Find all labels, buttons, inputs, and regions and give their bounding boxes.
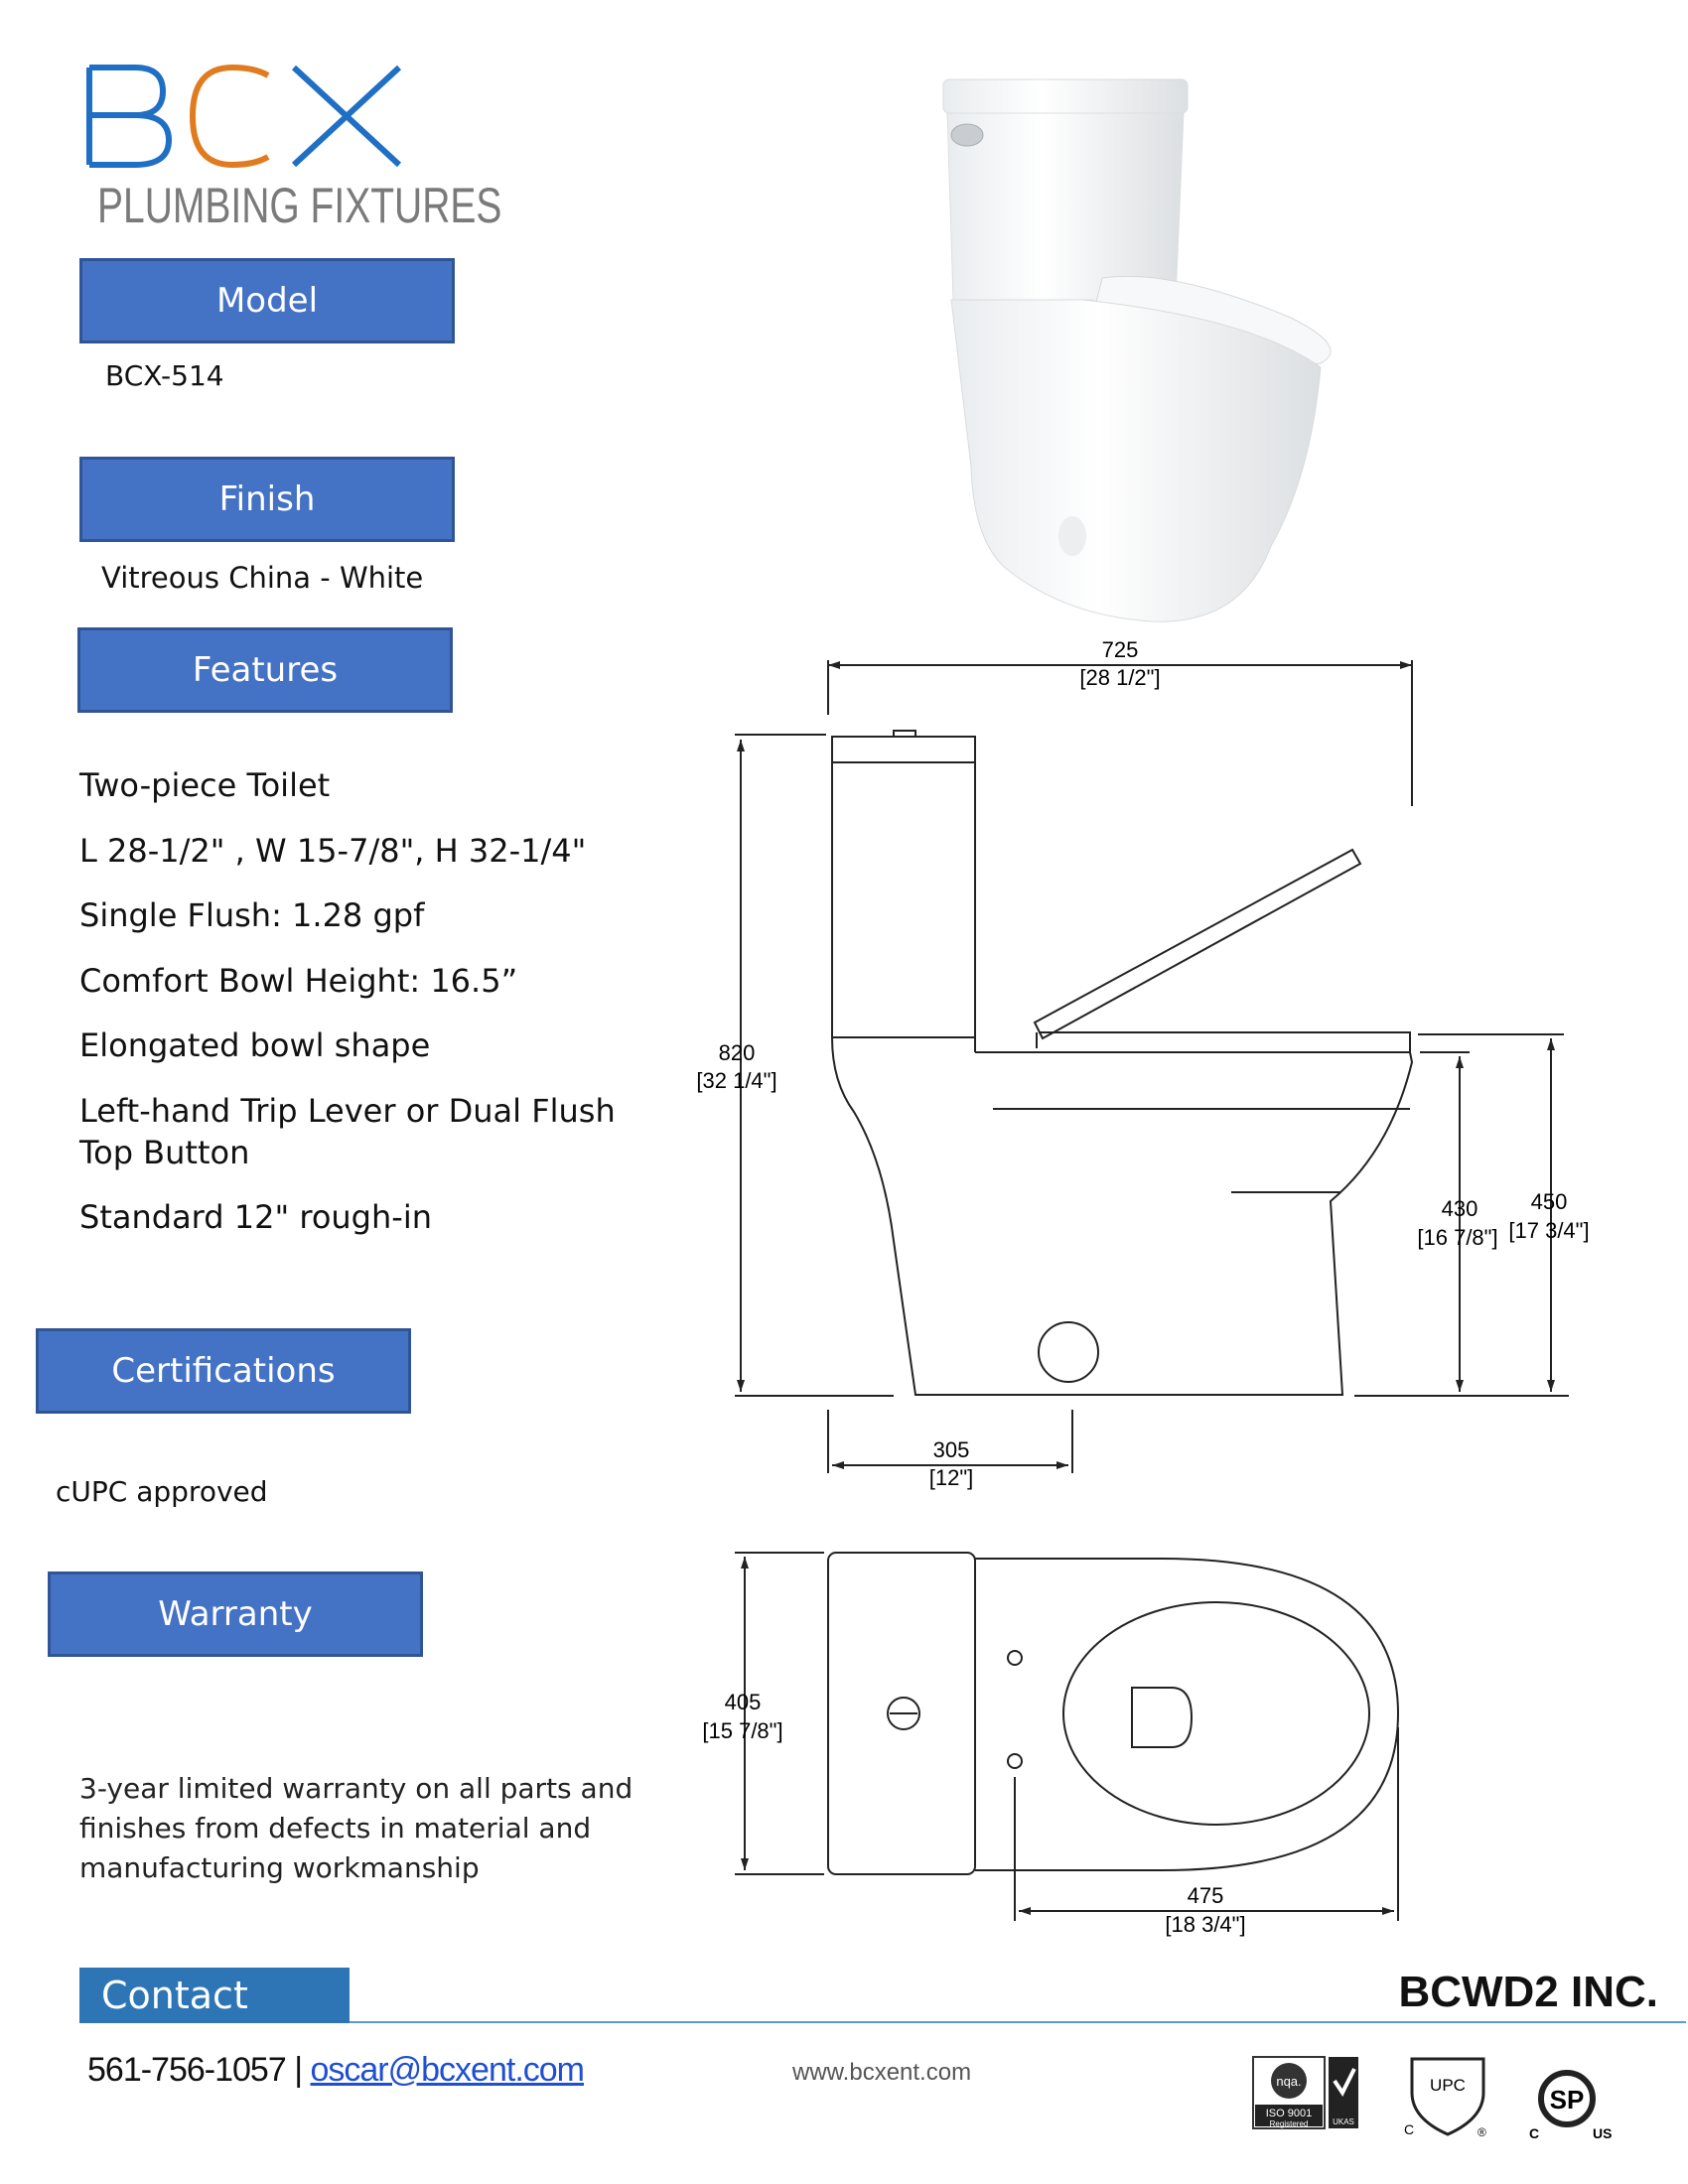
model-value: BCX-514 bbox=[105, 359, 224, 392]
company-name: BCWD2 INC. bbox=[1398, 1968, 1658, 2016]
csa-logo bbox=[1527, 2067, 1626, 2142]
dim-475: 475 bbox=[1187, 1883, 1224, 1908]
finish-header: Finish bbox=[79, 457, 455, 542]
warranty-text bbox=[79, 1769, 635, 1888]
certifications-value: cUPC approved bbox=[56, 1475, 268, 1508]
dim-430-in: [16 7/8"] bbox=[1417, 1225, 1498, 1250]
feature-item: Standard 12" rough-in bbox=[79, 1198, 432, 1236]
dim-305-in: [12"] bbox=[928, 1465, 974, 1490]
dim-405-in: [15 7/8"] bbox=[702, 1718, 783, 1743]
bcx-logo bbox=[83, 62, 411, 171]
logo-subtitle: PLUMBING FIXTURES bbox=[97, 178, 502, 233]
upc-r-text: ® bbox=[1477, 2125, 1486, 2138]
phone-number[interactable]: 561-756-1057 bbox=[87, 2051, 286, 2089]
website-link[interactable]: www.bcxent.com bbox=[792, 2059, 972, 2086]
dim-450-in: [17 3/4"] bbox=[1508, 1218, 1590, 1243]
contact-header: Contact bbox=[79, 1968, 350, 2023]
ukas-text: UKAS bbox=[1333, 2117, 1354, 2126]
csa-mark: SP bbox=[1549, 2085, 1585, 2115]
email-link[interactable]: oscar@bcxent.com bbox=[310, 2051, 584, 2089]
dim-820-in: [32 1/4"] bbox=[696, 1068, 777, 1093]
model-header: Model bbox=[79, 258, 455, 343]
side-view-drawing bbox=[695, 635, 1628, 1509]
features-header: Features bbox=[77, 627, 453, 713]
contact-divider bbox=[350, 2021, 1686, 2023]
dim-820: 820 bbox=[718, 1040, 756, 1065]
top-view-drawing bbox=[695, 1529, 1628, 1946]
feature-item: Top Button bbox=[79, 1134, 250, 1171]
dim-725: 725 bbox=[1101, 637, 1139, 662]
nqa-text: nqa. bbox=[1276, 2074, 1302, 2089]
certifications-header: Certifications bbox=[36, 1328, 411, 1414]
dim-305: 305 bbox=[932, 1437, 970, 1462]
upc-logo bbox=[1398, 2053, 1497, 2138]
feature-item: Single Flush: 1.28 gpf bbox=[79, 896, 425, 934]
upc-text: UPC bbox=[1430, 2076, 1466, 2095]
feature-item: L 28-1/2" , W 15-7/8", H 32-1/4" bbox=[79, 832, 587, 870]
feature-item: Elongated bowl shape bbox=[79, 1026, 431, 1064]
warranty-line: finishes from defects in material and bbox=[79, 1812, 592, 1844]
dim-430: 430 bbox=[1441, 1196, 1478, 1221]
upc-c-text: C bbox=[1404, 2121, 1415, 2137]
warranty-line: 3-year limited warranty on all parts and bbox=[79, 1772, 633, 1805]
feature-item: Left-hand Trip Lever or Dual Flush bbox=[79, 1092, 616, 1130]
dim-405: 405 bbox=[724, 1690, 762, 1714]
dim-450: 450 bbox=[1530, 1189, 1568, 1214]
csa-c-text: C bbox=[1529, 2125, 1540, 2141]
finish-value: Vitreous China - White bbox=[101, 561, 424, 595]
warranty-line: manufacturing workmanship bbox=[79, 1851, 480, 1884]
dim-475-in: [18 3/4"] bbox=[1165, 1912, 1246, 1937]
feature-item: Comfort Bowl Height: 16.5” bbox=[79, 962, 518, 1000]
dim-725-in: [28 1/2"] bbox=[1079, 665, 1161, 690]
feature-item: Two-piece Toilet bbox=[79, 766, 331, 804]
nqa-iso-logo bbox=[1251, 2055, 1360, 2130]
contact-separator: | bbox=[285, 2051, 311, 2089]
registered-text: Registered bbox=[1269, 2119, 1309, 2128]
contact-line-text bbox=[87, 2051, 584, 2090]
iso-text: ISO 9001 bbox=[1265, 2108, 1313, 2119]
warranty-header: Warranty bbox=[48, 1571, 423, 1657]
toilet-product-photo bbox=[923, 69, 1360, 635]
csa-us-text: US bbox=[1593, 2125, 1613, 2141]
